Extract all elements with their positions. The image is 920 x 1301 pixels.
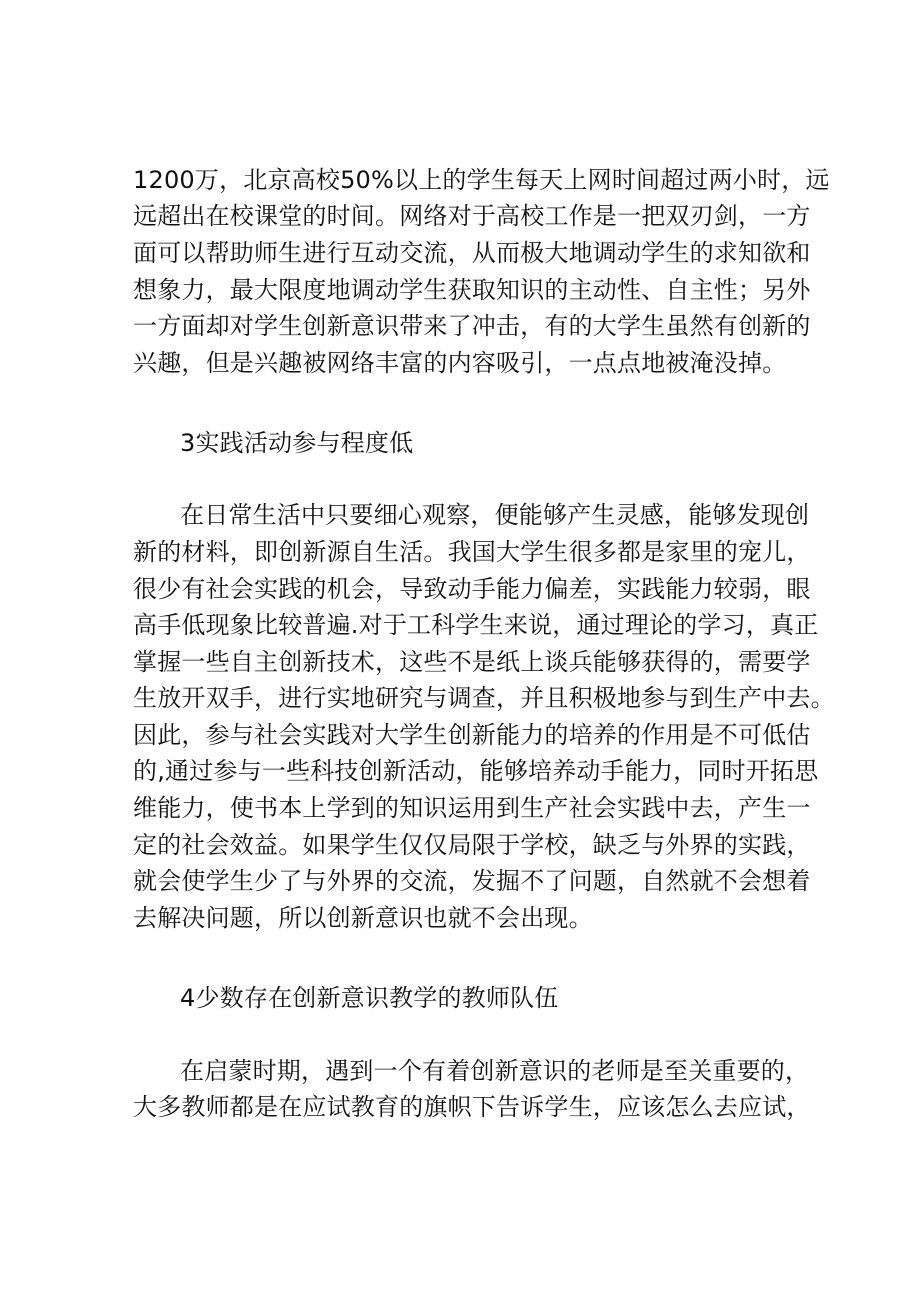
paragraph-line: 去解决问题，所以创新意识也就不会出现。 xyxy=(133,904,593,932)
paragraph-line: 很少有社会实践的机会，导致动手能力偏差，实践能力较弱，眼 xyxy=(133,575,811,603)
section-heading: 4少数存在创新意识教学的教师队伍 xyxy=(180,984,559,1012)
paragraph-line: 大多教师都是在应试教育的旗帜下告诉学生，应该怎么去应试， xyxy=(133,1093,811,1121)
paragraph-line: 维能力，使书本上学到的知识运用到生产社会实践中去，产生一 xyxy=(133,794,811,822)
paragraph-line: 定的社会效益。如果学生仅仅局限于学校，缺乏与外界的实践， xyxy=(133,831,811,859)
paragraph-line: 远超出在校课堂的时间。网络对于高校工作是一把双刃剑，一方 xyxy=(133,202,811,230)
paragraph-line: 在启蒙时期，遇到一个有着创新意识的老师是至关重要的， xyxy=(180,1057,810,1085)
paragraph-line: 在日常生活中只要细心观察，便能够产生灵感，能够发现创 xyxy=(180,501,810,529)
paragraph-line: 掌握一些自主创新技术，这些不是纸上谈兵能够获得的，需要学 xyxy=(133,648,811,676)
paragraph-line: 想象力，最大限度地调动学生获取知识的主动性、自主性；另外 xyxy=(133,276,811,304)
paragraph-line: 1200万，北京高校50%以上的学生每天上网时间超过两小时，远 xyxy=(133,166,830,194)
section-heading: 3实践活动参与程度低 xyxy=(180,429,414,457)
paragraph-line: 面可以帮助师生进行互动交流，从而极大地调动学生的求知欲和 xyxy=(133,239,811,267)
paragraph-line: 高手低现象比较普遍.对于工科学生来说，通过理论的学习，真正 xyxy=(133,611,819,639)
paragraph-line: 的,通过参与一些科技创新活动，能够培养动手能力，同时开拓思 xyxy=(133,757,819,785)
paragraph-line: 新的材料，即创新源自生活。我国大学生很多都是家里的宠儿， xyxy=(133,538,811,566)
paragraph-line: 生放开双手，进行实地研究与调查，并且积极地参与到生产中去。 xyxy=(133,684,835,712)
paragraph-line: 兴趣，但是兴趣被网络丰富的内容吸引，一点点地被淹没掉。 xyxy=(133,349,787,377)
paragraph-line: 就会使学生少了与外界的交流，发掘不了问题，自然就不会想着 xyxy=(133,867,811,895)
paragraph-line: 因此，参与社会实践对大学生创新能力的培养的作用是不可低估 xyxy=(133,721,811,749)
paragraph-line: 一方面却对学生创新意识带来了冲击，有的大学生虽然有创新的 xyxy=(133,312,811,340)
